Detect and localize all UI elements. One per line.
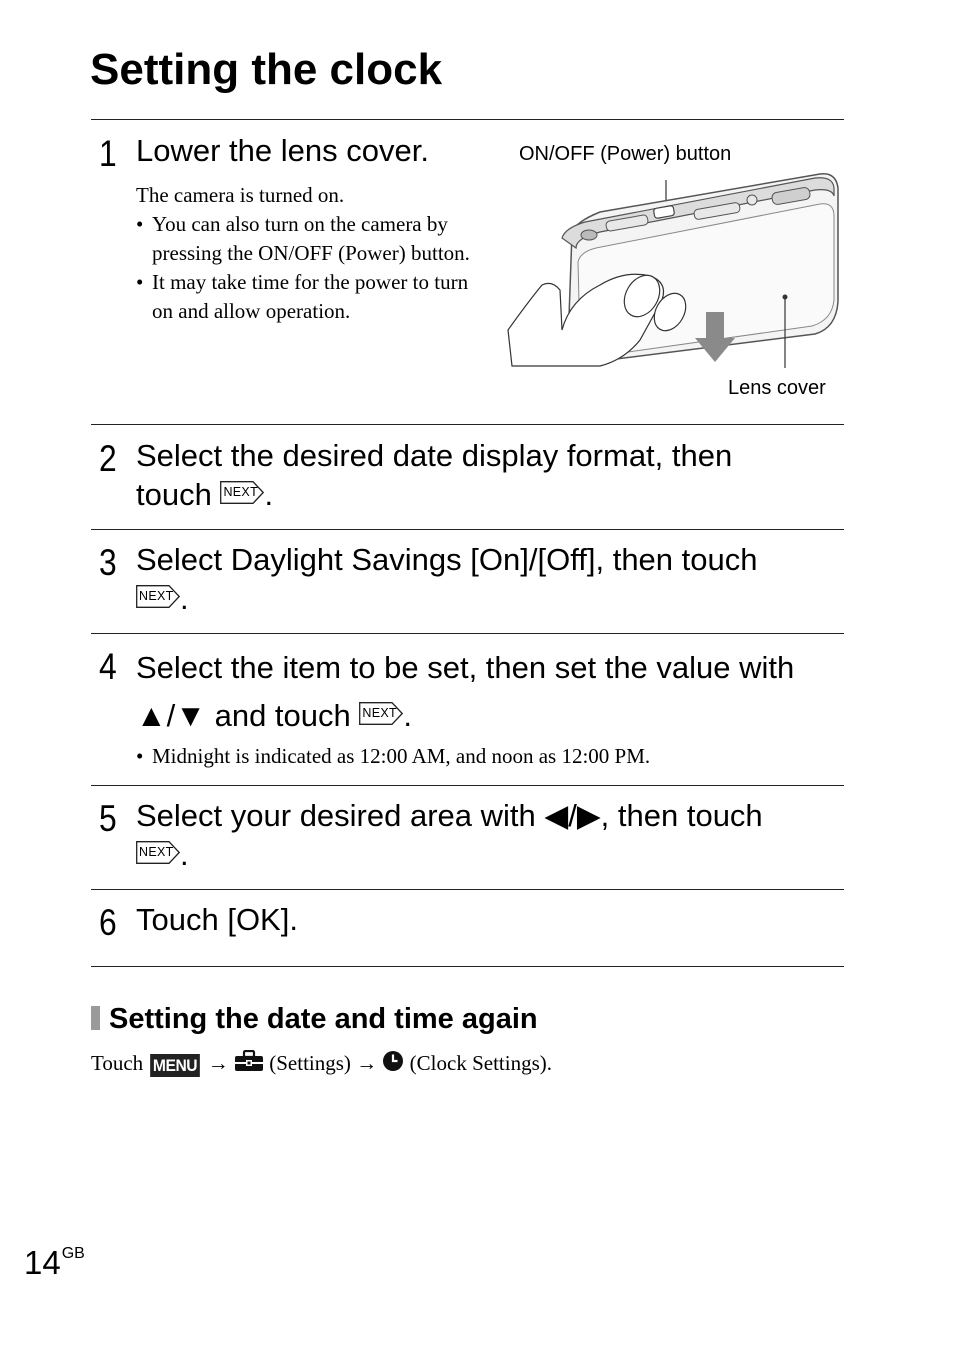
divider	[91, 889, 844, 890]
divider	[91, 785, 844, 786]
step-heading-end: .	[180, 581, 189, 616]
section-heading-text: Setting the date and time again	[109, 1003, 538, 1035]
bullet-item: • It may take time for the power to turn on and allow operation.	[136, 268, 491, 326]
next-icon	[136, 841, 180, 864]
section-marker	[91, 1006, 100, 1030]
toolbox-icon	[234, 1050, 264, 1080]
menu-path-touch: Touch	[91, 1051, 144, 1075]
camera-control	[581, 230, 597, 240]
next-icon	[359, 702, 403, 725]
next-icon-label: NEXT	[223, 485, 259, 500]
divider	[91, 966, 844, 967]
next-icon-label: NEXT	[362, 706, 397, 721]
arrow-icon: →	[207, 1051, 229, 1075]
step-heading: Touch [OK].	[136, 902, 298, 937]
clock-icon	[382, 1050, 404, 1080]
step-number: 2	[99, 438, 117, 479]
divider	[91, 529, 844, 530]
page-number-suffix: GB	[61, 1245, 85, 1262]
step-text: The camera is turned on.	[136, 183, 345, 207]
power-button-label: ON/OFF (Power) button	[519, 143, 732, 165]
arrow-icon: →	[356, 1051, 378, 1075]
step-heading-line	[136, 692, 841, 740]
camera-control	[747, 195, 757, 205]
next-icon-label: NEXT	[139, 589, 174, 604]
divider	[91, 119, 844, 120]
page-title: Setting the clock	[90, 45, 443, 94]
step-number: 5	[99, 798, 117, 839]
step-heading-end: .	[180, 837, 189, 872]
lens-cover-label: Lens cover	[728, 377, 826, 399]
step-body	[136, 181, 491, 326]
menu-path	[91, 1048, 552, 1080]
next-icon-label: NEXT	[139, 845, 174, 860]
bullet-item: • You can also turn on the camera by pressing the ON/OFF (Power) button.	[136, 210, 491, 268]
step-heading-line: Select Daylight Savings [On]/[Off], then touch	[136, 542, 758, 577]
bullet-item: • Midnight is indicated as 12:00 AM, and noon as 12:00 PM.	[136, 742, 836, 771]
step-body	[136, 742, 836, 771]
menu-path-settings: (Settings)	[269, 1051, 351, 1075]
camera-illustration	[505, 168, 845, 368]
step-heading: Lower the lens cover.	[136, 133, 429, 168]
step-number: 1	[99, 133, 117, 174]
step-heading-line	[136, 475, 841, 514]
step-heading-line	[136, 579, 841, 618]
section-heading	[91, 1000, 538, 1038]
step-heading-end: .	[264, 477, 274, 512]
menu-icon: MENU	[151, 1054, 201, 1077]
step-heading	[136, 796, 841, 874]
step-heading-end: .	[403, 698, 413, 733]
step-heading-line	[136, 835, 841, 874]
step-number: 6	[99, 902, 117, 943]
divider	[91, 424, 844, 425]
step-heading	[136, 540, 841, 618]
divider	[91, 633, 844, 634]
page-number-value: 14	[24, 1244, 61, 1281]
step-number: 4	[99, 646, 117, 687]
step-heading-text: ▲/▼ and touch	[136, 698, 351, 733]
next-icon	[136, 585, 180, 608]
step-heading	[136, 436, 841, 514]
step-heading-line: Select the desired date display format, then	[136, 438, 733, 473]
step-heading	[136, 644, 841, 740]
menu-path-clock-settings: (Clock Settings).	[409, 1051, 552, 1075]
step-heading-line: Select your desired area with ◀/▶, then touch	[136, 798, 763, 833]
step-heading-line: Select the item to be set, then set the value with	[136, 650, 795, 685]
step-number: 3	[99, 542, 117, 583]
page-number	[24, 1234, 85, 1283]
step-heading-text: touch	[136, 477, 212, 512]
next-icon	[220, 481, 264, 504]
